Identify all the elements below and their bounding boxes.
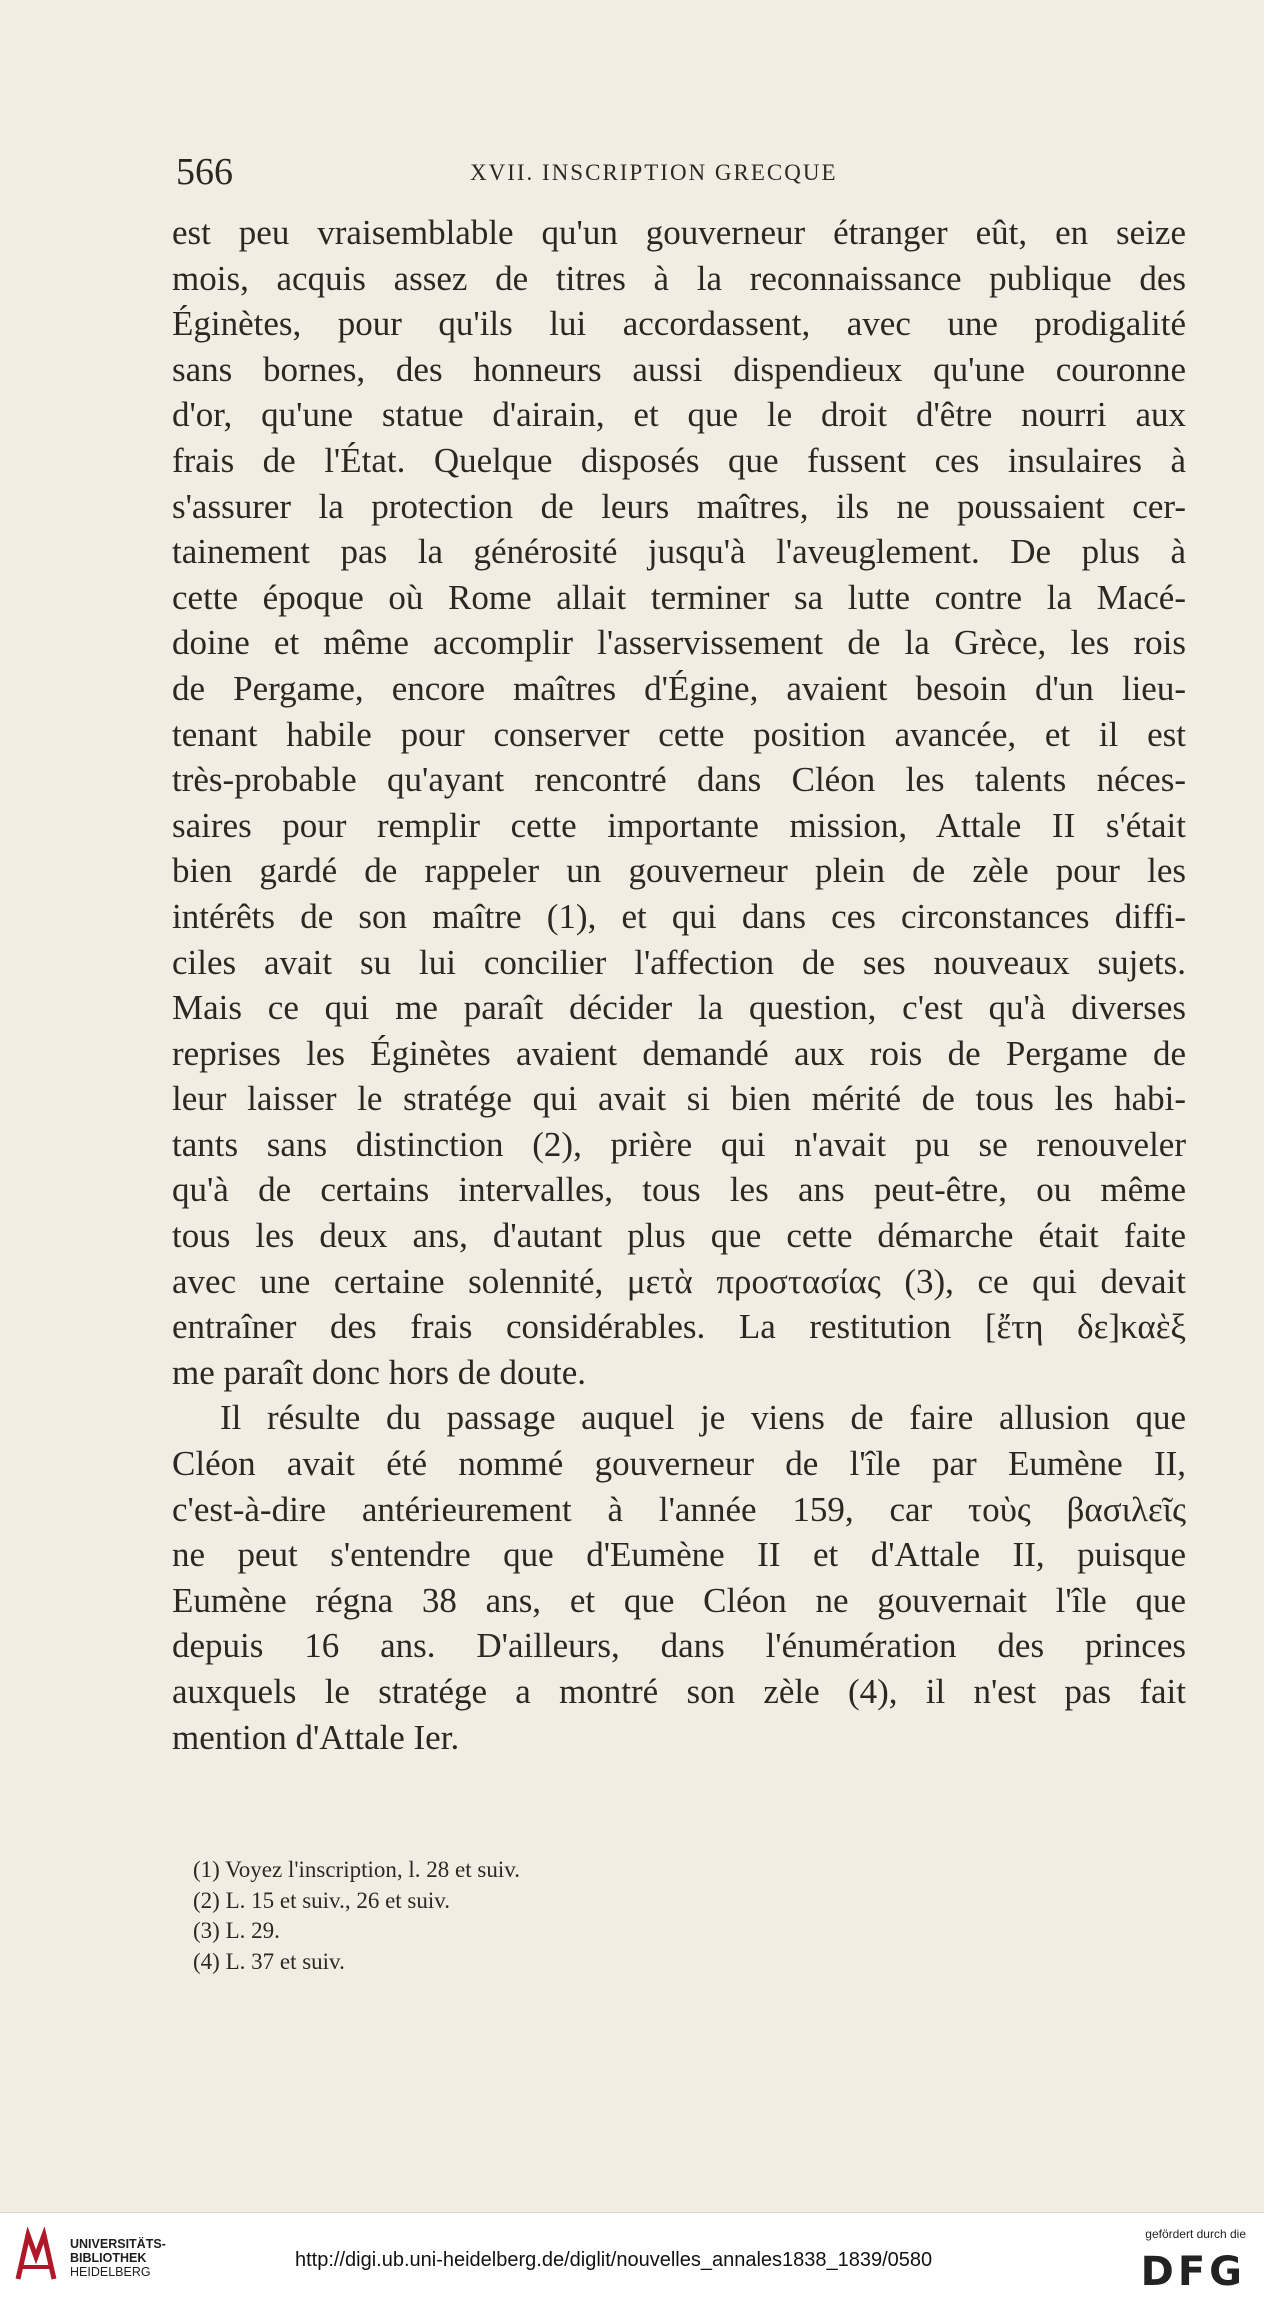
text-line: frais de l'État. Quelque disposés que fussent ces insulaires à <box>172 440 1186 480</box>
footnote: (1) Voyez l'inscription, l. 28 et suiv. <box>193 1857 520 1882</box>
text-line: ne peut s'entendre que d'Eumène II et d'Attale II, puisque <box>172 1535 1186 1575</box>
text-line: tenant habile pour conserver cette position avancée, et il est <box>172 714 1186 754</box>
text-line: cette époque où Rome allait terminer sa lutte contre la Macé- <box>172 577 1186 617</box>
text-line: Il résulte du passage auquel je viens de faire allusion que <box>220 1398 1186 1438</box>
text-line: Mais ce qui me paraît décider la question, c'est qu'à diverses <box>172 988 1186 1028</box>
text-line: tous les deux ans, d'autant plus que cette démarche était faite <box>172 1216 1186 1256</box>
dfg-logo-icon: DFG <box>1140 2249 1246 2295</box>
text-line: ciles avait su lui concilier l'affection de ses nouveaux sujets. <box>172 942 1186 982</box>
digitization-footer <box>0 2212 1264 2303</box>
text-line: qu'à de certains intervalles, tous les ans peut-être, ou même <box>172 1170 1186 1210</box>
text-line: sans bornes, des honneurs aussi dispendieux qu'une couronne <box>172 349 1186 389</box>
text-line: s'assurer la protection de leurs maîtres, ils ne poussaient cer- <box>172 486 1186 526</box>
text-line: tants sans distinction (2), prière qui n'avait pu se renouveler <box>172 1124 1186 1164</box>
text-line: très-probable qu'ayant rencontré dans Cléon les talents néces- <box>172 760 1186 800</box>
text-line: de Pergame, encore maîtres d'Égine, avaient besoin d'un lieu- <box>172 668 1186 708</box>
text-line: c'est-à-dire antérieurement à l'année 159, car τοὺς βασιλεῖς <box>172 1489 1186 1529</box>
text-line: mention d'Attale Ier. <box>172 1717 460 1757</box>
text-line: entraîner des frais considérables. La restitution [ἔτη δε]καὲξ <box>172 1307 1186 1347</box>
text-line: leur laisser le stratége qui avait si bien mérité de tous les habi- <box>172 1079 1186 1119</box>
text-line: saires pour remplir cette importante mission, Attale II s'était <box>172 805 1186 845</box>
text-line: me paraît donc hors de doute. <box>172 1352 587 1392</box>
text-line: mois, acquis assez de titres à la reconnaissance publique des <box>172 258 1186 298</box>
text-line: tainement pas la générosité jusqu'à l'aveuglement. De plus à <box>172 532 1186 572</box>
footnote: (4) L. 37 et suiv. <box>193 1948 345 1974</box>
text-line: Cléon avait été nommé gouverneur de l'île par Eumène II, <box>172 1444 1186 1484</box>
text-line: est peu vraisemblable qu'un gouverneur étranger eût, en seize <box>172 213 1186 252</box>
text-line: bien gardé de rappeler un gouverneur plein de zèle pour les <box>172 851 1186 891</box>
page-header <box>176 150 1186 200</box>
text-line: auxquels le stratége a montré son zèle (4), il n'est pas fait <box>172 1672 1186 1711</box>
running-head: XVII. INSCRIPTION GRECQUE <box>470 160 838 185</box>
text-line: intérêts de son maître (1), et qui dans ces circonstances diffi- <box>172 896 1186 936</box>
text-line: depuis 16 ans. D'ailleurs, dans l'énumération des princes <box>172 1626 1186 1666</box>
footnotes <box>193 1855 893 1977</box>
library-name: UNIVERSITÄTS- BIBLIOTHEK HEIDELBERG <box>70 2237 166 2279</box>
text-line: reprises les Éginètes avaient demandé aux rois de Pergame de <box>172 1033 1186 1073</box>
permalink-url[interactable]: http://digi.ub.uni-heidelberg.de/diglit/nouvelles_annales1838_1839/0580 <box>295 2249 933 2271</box>
text-line: doine et même accomplir l'asservissement de la Grèce, les rois <box>172 623 1186 663</box>
footnote: (3) L. 29. <box>193 1918 280 1943</box>
text-line: Eumène régna 38 ans, et que Cléon ne gouvernait l'île que <box>172 1580 1186 1620</box>
text-line: d'or, qu'une statue d'airain, et que le droit d'être nourri aux <box>172 395 1186 435</box>
footnote: (2) L. 15 et suiv., 26 et suiv. <box>193 1887 451 1913</box>
university-library-logo-icon <box>14 2227 58 2285</box>
body-text <box>172 210 1186 1760</box>
funding-caption: gefördert durch die <box>1145 2227 1246 2241</box>
text-line: avec une certaine solennité, μετὰ προστασίας (3), ce qui devait <box>172 1261 1186 1301</box>
page-number: 566 <box>176 151 233 193</box>
text-line: Éginètes, pour qu'ils lui accordassent, avec une prodigalité <box>172 304 1186 344</box>
